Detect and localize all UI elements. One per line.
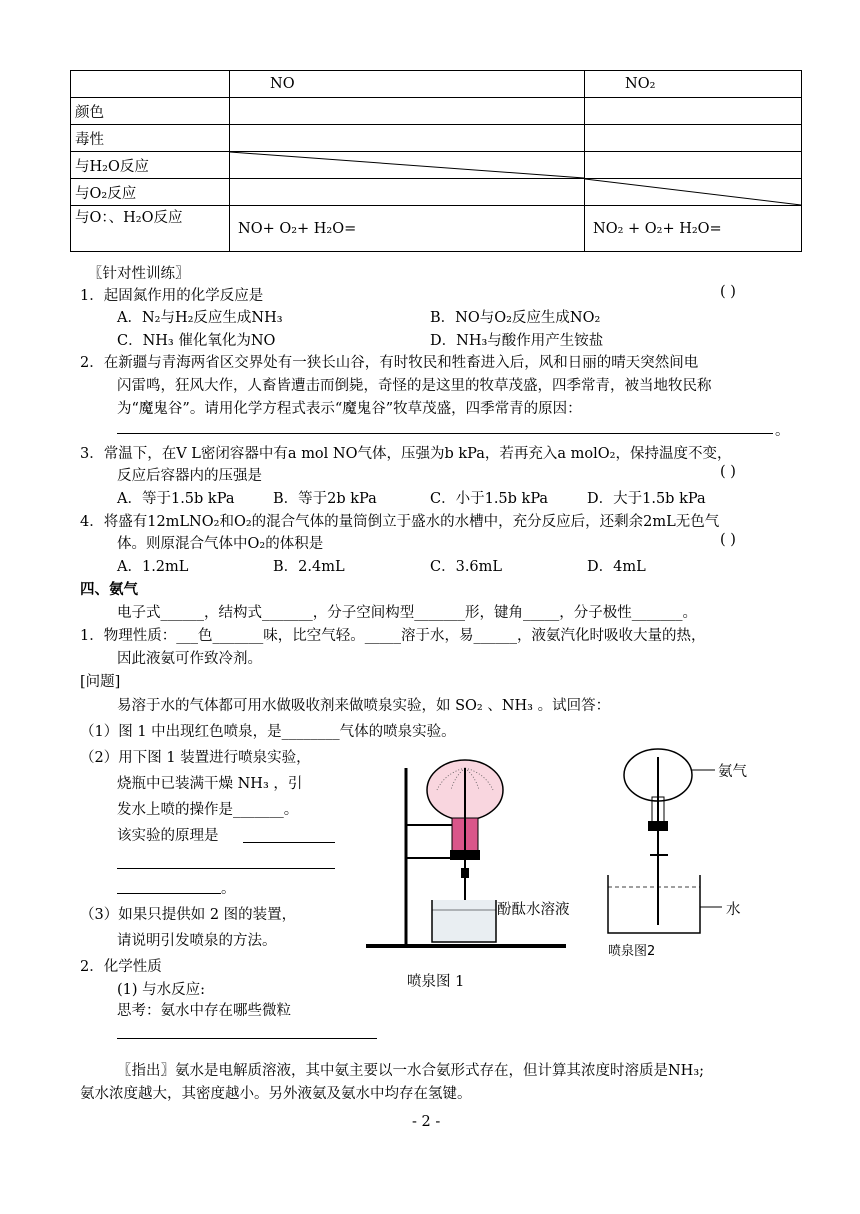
q1-stem: 1．起固氮作用的化学反应是 bbox=[80, 288, 264, 304]
table-cell: NO+ O₂+ H₂O= bbox=[230, 206, 585, 252]
fig2-water-label: 水 bbox=[726, 902, 741, 918]
fig1-solution-label: 酚酞水溶液 bbox=[497, 902, 570, 918]
problem-part2-line1: （2）用下图 1 装置进行喷泉实验， bbox=[80, 750, 311, 766]
q4-option-a: A．1.2mL bbox=[117, 559, 189, 575]
table-row-label: 与H₂O反应 bbox=[71, 152, 230, 179]
table-row-label: 与O：、H₂O反应 bbox=[71, 206, 230, 252]
problem-part3-line1: （3）如果只提供如 2 图的装置， bbox=[80, 907, 297, 923]
comparison-table bbox=[70, 70, 802, 252]
table-row-label: 颜色 bbox=[71, 98, 230, 125]
table-cell: NO₂ + O₂+ H₂O= bbox=[585, 206, 802, 252]
q4-bracket: ( ) bbox=[720, 532, 736, 548]
problem-part1: （1）图 1 中出现红色喷泉，是________气体的喷泉实验。 bbox=[80, 724, 456, 740]
diagonal-cell bbox=[585, 179, 802, 206]
problem-label: [问题] bbox=[80, 674, 121, 690]
q3-line2: 反应后容器内的压强是 bbox=[117, 468, 262, 484]
q3-line1: 3．常温下，在V L密闭容器中有a mol NO气体，压强为b kPa，若再充入a molO₂，保持温度不变， bbox=[80, 446, 732, 462]
q2-line2: 闪雷鸣，狂风大作，人畜皆遭击而倒毙，奇怪的是这里的牧草茂盛，四季常青，被当地牧民称 bbox=[117, 378, 712, 394]
q1-option-d: D．NH₃与酸作用产生铵盐 bbox=[430, 333, 604, 349]
note-line1: 〖指出〗氨水是电解质溶液，其中氨主要以一水合氨形式存在，但计算其浓度时溶质是NH₃; bbox=[117, 1063, 705, 1079]
answer-line bbox=[117, 868, 335, 869]
q1-option-c: C．NH₃ 催化氧化为NO bbox=[117, 333, 276, 349]
q3-option-b: B．等于2b kPa bbox=[273, 491, 377, 507]
answer-end: 。 bbox=[221, 881, 236, 897]
section-heading: 四、氨气 bbox=[80, 582, 138, 598]
problem-intro: 易溶于水的气体都可用水做吸收剂来做喷泉实验，如 SO₂ 、NH₃ 。试回答： bbox=[117, 698, 611, 714]
q2-end: 。 bbox=[775, 423, 790, 439]
table-row bbox=[71, 206, 802, 252]
q1-option-a: A．N₂与H₂反应生成NH₃ bbox=[117, 310, 283, 326]
table-row bbox=[71, 71, 802, 98]
table-row bbox=[71, 152, 802, 179]
table-row-label: 毒性 bbox=[71, 125, 230, 152]
q3-option-d: D．大于1.5b kPa bbox=[587, 491, 706, 507]
note-line2: 氨水浓度越大，其密度越小。另外液氨及氨水中均存在氢键。 bbox=[80, 1086, 472, 1102]
fig1-caption: 喷泉图 1 bbox=[407, 974, 465, 990]
fig2-gas-label: 氨气 bbox=[718, 764, 747, 780]
q3-option-a: A．等于1.5b kPa bbox=[117, 491, 235, 507]
think-question: 思考：氨水中存在哪些微粒 bbox=[117, 1003, 291, 1019]
problem-part3-line2: 请说明引发喷泉的方法。 bbox=[117, 933, 277, 949]
q2-line3: 为“魔鬼谷”。请用化学方程式表示“魔鬼谷”牧草茂盛，四季常青的原因： bbox=[117, 401, 582, 417]
training-heading: 〖针对性训练〗 bbox=[88, 266, 190, 282]
q4-line2: 体。则原混合气体中O₂的体积是 bbox=[117, 536, 324, 552]
answer-line bbox=[117, 1038, 377, 1039]
q2-answer-line bbox=[117, 433, 773, 434]
ammonia-props-line: 电子式______，结构式_______，分子空间构型_______形，键角_____，分子极性_______。 bbox=[117, 605, 697, 621]
diagonal-cell bbox=[230, 152, 585, 179]
q1-option-b: B．NO与O₂反应生成NO₂ bbox=[430, 310, 601, 326]
table-header-cell bbox=[71, 71, 230, 98]
q4-line1: 4．将盛有12mLNO₂和O₂的混合气体的量筒倒立于盛水的水槽中，充分反应后，还剩余2mL无色气 bbox=[80, 514, 720, 530]
phys-line1: 1．物理性质：___色_______味，比空气轻。_____溶于水，易______，液氨汽化时吸收大量的热， bbox=[80, 628, 706, 644]
fig2-caption: 喷泉图2 bbox=[608, 944, 656, 959]
table-row-label: 与O₂反应 bbox=[71, 179, 230, 206]
answer-line bbox=[243, 842, 335, 843]
q2-line1: 2．在新疆与青海两省区交界处有一狭长山谷，有时牧民和牲畜进入后，风和日丽的晴天突然间电 bbox=[80, 355, 699, 371]
chem-water-reaction: (1) 与水反应: bbox=[117, 982, 206, 998]
table-row bbox=[71, 125, 802, 152]
problem-part2-line4: 该实验的原理是 bbox=[117, 828, 219, 844]
table-row bbox=[71, 179, 802, 206]
fountain-figure-1 bbox=[360, 750, 580, 950]
q3-option-c: C．小于1.5b kPa bbox=[430, 491, 549, 507]
q4-option-b: B．2.4mL bbox=[273, 559, 345, 575]
phys-line2: 因此液氨可作致冷剂。 bbox=[117, 651, 262, 667]
chem-props-heading: 2．化学性质 bbox=[80, 959, 162, 975]
table-header-cell: NO₂ bbox=[585, 71, 802, 98]
answer-line bbox=[117, 893, 221, 894]
q4-option-d: D．4mL bbox=[587, 559, 646, 575]
problem-part2-line3: 发水上喷的操作是_______。 bbox=[117, 802, 299, 818]
q4-option-c: C．3.6mL bbox=[430, 559, 503, 575]
problem-part2-line2: 烧瓶中已装满干燥 NH₃ ，引 bbox=[117, 776, 303, 792]
table-row bbox=[71, 98, 802, 125]
q1-bracket: ( ) bbox=[720, 284, 736, 300]
table-header-cell: NO bbox=[230, 71, 585, 98]
q3-bracket: ( ) bbox=[720, 464, 736, 480]
page-number: - 2 - bbox=[412, 1114, 441, 1130]
